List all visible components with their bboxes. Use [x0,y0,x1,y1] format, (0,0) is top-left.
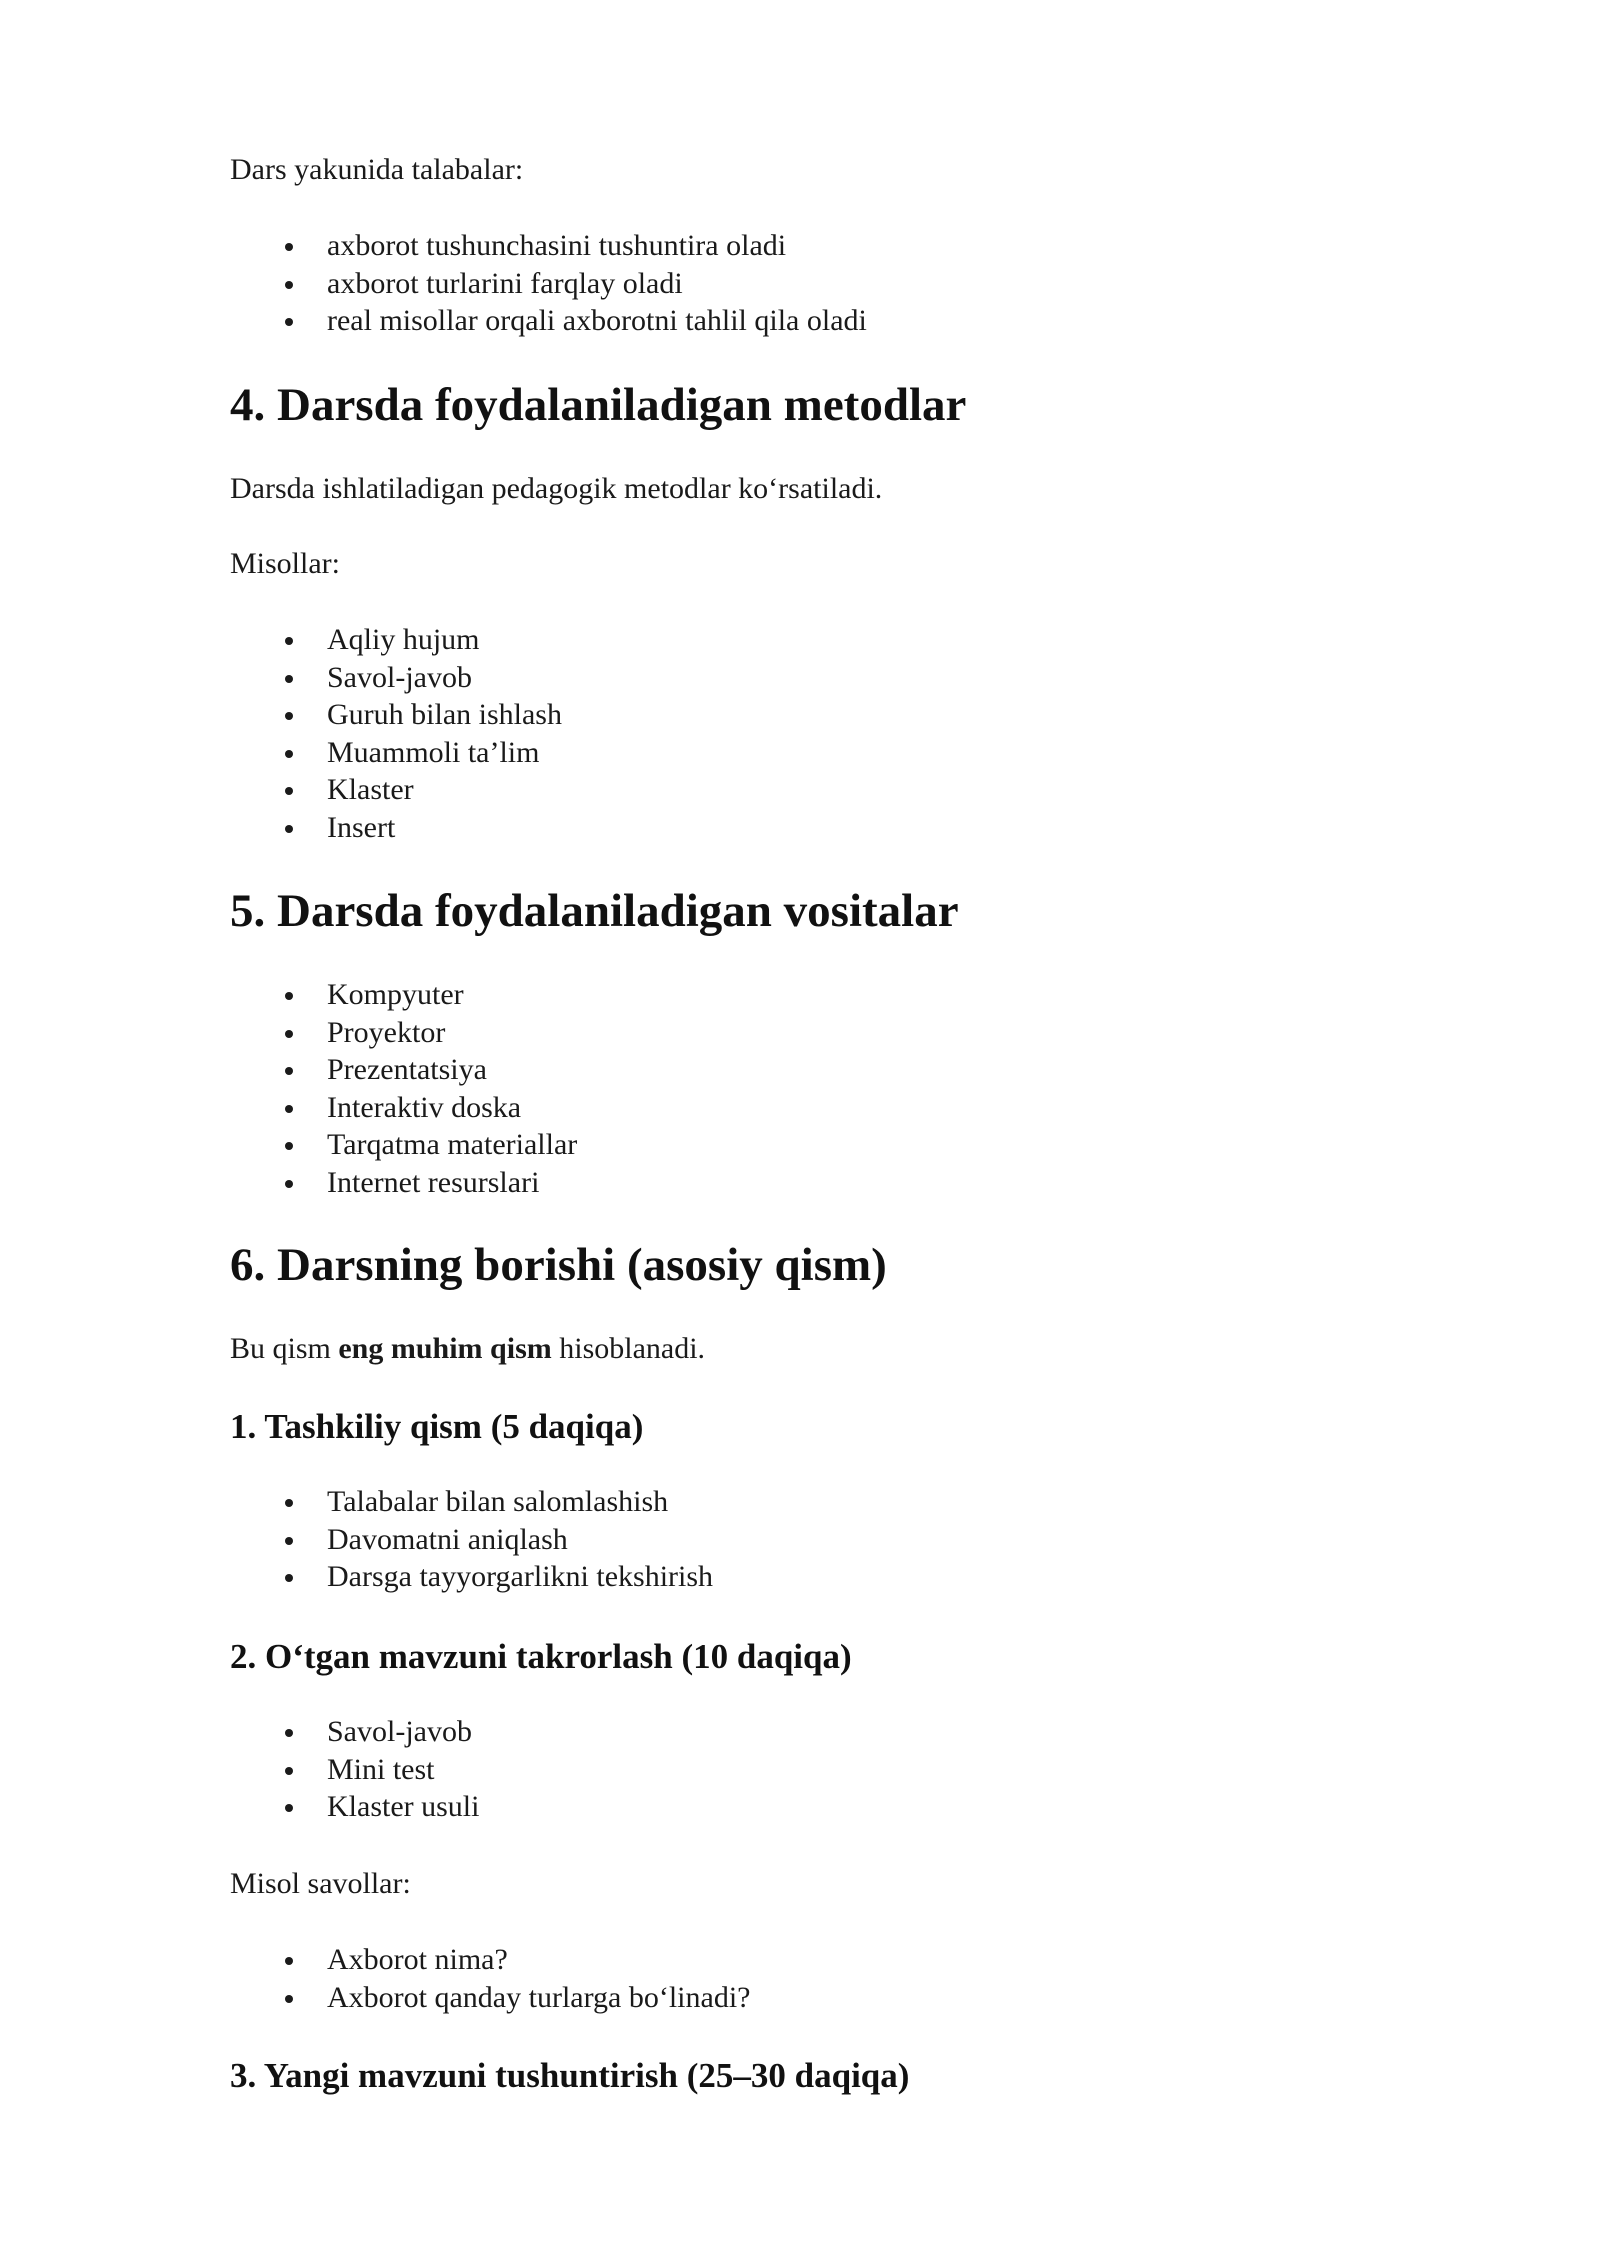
review-list [230,1713,479,1826]
bullet-icon [285,750,293,758]
subsection-2-heading: 2. O‘tgan mavzuni takrorlash (10 daqiqa) [230,1637,852,1676]
list-item: Davomatni aniqlash [230,1521,713,1559]
bullet-icon [285,1957,293,1965]
list-item: Muammoli ta’lim [230,734,562,772]
methods-list [230,621,562,846]
section-4-heading: 4. Darsda foydalaniladigan metodlar [230,379,967,431]
list-item: Klaster [230,771,562,809]
bullet-icon [285,1995,293,2003]
list-item: Internet resurslari [230,1164,577,1202]
list-item: Prezentatsiya [230,1051,577,1089]
subsection-3-heading: 3. Yangi mavzuni tushuntirish (25–30 daqiqa) [230,2056,910,2095]
list-item: Talabalar bilan salomlashish [230,1483,713,1521]
section-6-heading: 6. Darsning borishi (asosiy qism) [230,1239,887,1291]
bullet-icon [285,1180,293,1188]
bullet-icon [285,712,293,720]
list-item: axborot tushunchasini tushuntira oladi [230,227,867,265]
list-item: Guruh bilan ishlash [230,696,562,734]
list-item: Klaster usuli [230,1788,479,1826]
section-5-heading: 5. Darsda foydalaniladigan vositalar [230,885,959,937]
list-item: Insert [230,809,562,847]
examples-label: Misollar: [230,547,340,580]
list-item: real misollar orqali axborotni tahlil qila oladi [230,302,867,340]
outcomes-list [230,227,867,340]
bullet-icon [285,1030,293,1038]
list-item: Axborot nima? [230,1941,751,1979]
questions-list [230,1941,751,2016]
list-item: Mini test [230,1751,479,1789]
bullet-icon [285,1499,293,1507]
bullet-icon [285,1105,293,1113]
list-item: Axborot qanday turlarga bo‘linadi? [230,1979,751,2017]
bullet-icon [285,825,293,833]
subsection-1-heading: 1. Tashkiliy qism (5 daqiqa) [230,1407,644,1446]
organizational-list [230,1483,713,1596]
bullet-icon [285,1729,293,1737]
list-item: Savol-javob [230,659,562,697]
bullet-icon [285,318,293,326]
bullet-icon [285,1574,293,1582]
bullet-icon [285,1537,293,1545]
tools-list [230,976,577,1201]
bullet-icon [285,281,293,289]
bullet-icon [285,1804,293,1812]
list-item: Tarqatma materiallar [230,1126,577,1164]
list-item: Kompyuter [230,976,577,1014]
list-item: Aqliy hujum [230,621,562,659]
bullet-icon [285,1767,293,1775]
list-item: Interaktiv doska [230,1089,577,1127]
section-6-intro: Bu qism eng muhim qism hisoblanadi. [230,1332,706,1365]
bullet-icon [285,992,293,1000]
intro-text: Dars yakunida talabalar: [230,153,524,186]
bullet-icon [285,637,293,645]
list-item: Darsga tayyorgarlikni tekshirish [230,1558,713,1596]
bullet-icon [285,675,293,683]
bullet-icon [285,787,293,795]
questions-label: Misol savollar: [230,1867,411,1900]
list-item: axborot turlarini farqlay oladi [230,265,867,303]
section-4-description: Darsda ishlatiladigan pedagogik metodlar ko‘rsatiladi. [230,472,883,505]
bullet-icon [285,1067,293,1075]
list-item: Savol-javob [230,1713,479,1751]
bullet-icon [285,243,293,251]
list-item: Proyektor [230,1014,577,1052]
bullet-icon [285,1142,293,1150]
